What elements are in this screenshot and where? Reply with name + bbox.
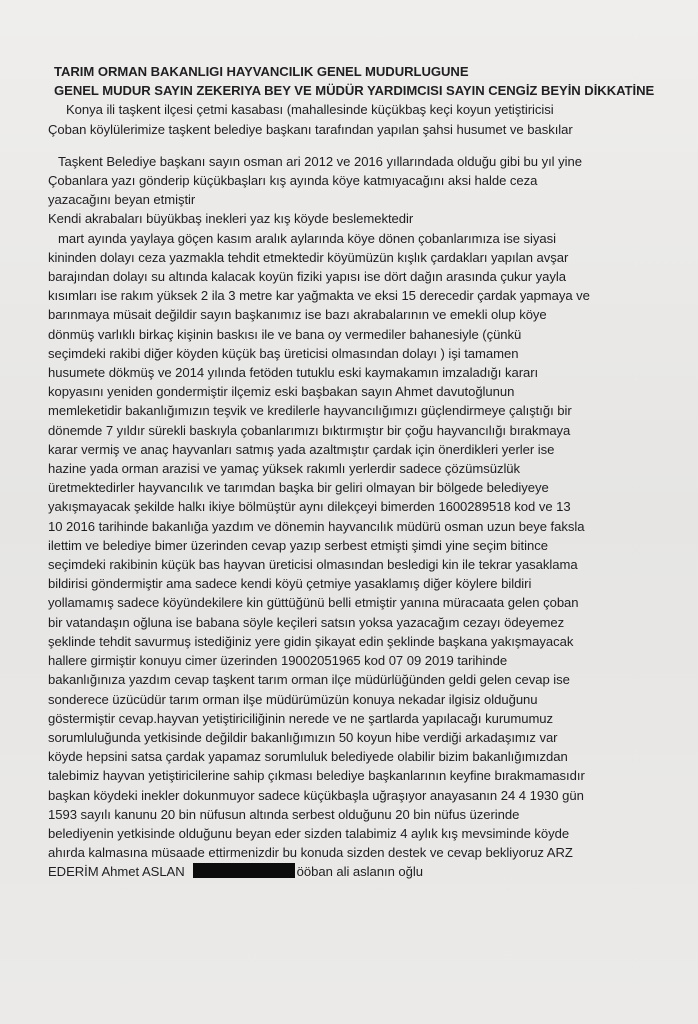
closing-suffix: ööban ali aslanın oğlu bbox=[296, 864, 423, 880]
body-line: sonderece üzücüdür tarım orman ilşe müdürümüzün konuya nekadar ilgisiz olduğunu bbox=[48, 691, 538, 707]
body-line: yakışmayacak şekilde halkı ikiye bölmüştür aynı dilekçeyi bimerden 1600289518 kod ve 13 bbox=[48, 499, 571, 515]
body-line: 1593 sayılı kanunu 20 bin nüfusun altında serbest olduğunu 20 bin nüfus üzerinde bbox=[48, 806, 520, 822]
body-line: Çobanlara yazı gönderip küçükbaşları kış ayında köye katmıyacağını aksi halde ceza bbox=[48, 173, 538, 189]
body-line: belediyenin yetkisinde olduğunu beyan eder sizden talabimiz 4 aylık kış mevsiminde köyde bbox=[48, 825, 570, 841]
body-line: memleketidir bakanlığımızın teşvik ve kredilerle hayvancılığımızı güçlendirmeye çalıştığı bir bbox=[48, 403, 572, 419]
letter-text bbox=[48, 62, 688, 882]
body-line: seçimdeki rakibinin küçük bas hayvan üreticisi olmasından besledigi kin ile tekrar yasaklama bbox=[48, 557, 578, 573]
body-line: yollamamış sadece köyündekilere kin güttüğünü belli etmiştir yanına müracaata gelen çoban bbox=[48, 595, 579, 611]
body-line: hazine yada orman arazisi ve yamaç yüksek rakımlı yerlerdir sadece çözümsüzlük bbox=[48, 461, 521, 477]
body-line: Kendi akrabaları büyükbaş inekleri yaz kış köyde beslemektedir bbox=[48, 211, 414, 227]
body-line: barınmaya müsait değildir sayın başkanımız ise bazı akrabalarının ve emekli olup köye bbox=[48, 307, 547, 323]
body-line: dönmüş varlıklı birkaç kişinin baskısı ile ve bana oy vermediler bahanesiyle (çünkü bbox=[48, 326, 522, 342]
body-line: kopyasını yeniden gondermiştir ilçemiz eski başbakan sayın Ahmet davutoğlunun bbox=[48, 384, 515, 400]
body-line: yazacağını beyan etmiştir bbox=[48, 192, 196, 208]
body-line: kininden dolayı ceza yazmakla tehdit etmektedir köyümüzün kışlık çardakları yapılan avşar bbox=[48, 249, 569, 265]
body-line: üretmektedirler hayvancılık ve tarımdan başka bir geliri olmayan bir bölgede belediyeye bbox=[48, 480, 549, 496]
body-line: ilettim ve belediye bimer üzerinden cevap yazıp serbest etmişti şimdi yine seçim bitince bbox=[48, 537, 548, 553]
body-line: Taşkent Belediye başkanı sayın osman ari 2012 ve 2016 yıllarındada olduğu gibi bu yıl yine bbox=[58, 153, 582, 169]
body-line: dönemde 7 yıldır sürekli baskıyla çobanlarımızı bıktırmıştır bir çoğu hayvancılığı bırakmaya bbox=[48, 422, 571, 438]
body-line: ahırda kalmasına müsaade ettirmenizdir bu konuda sizden destek ve cevap bekliyoruz ARZ bbox=[48, 845, 573, 861]
body-line: bir vatandaşın oğluna ise babana söyle keçileri satsın yoksa yazacağım cezayı ödeyemez bbox=[48, 614, 565, 630]
body-line: hallere girmiştir konuyu cimer üzerinden 19002051965 kod 07 09 2019 tarihinde bbox=[48, 653, 508, 669]
body-line: barajından dolayı su altında kalacak koyün fiziki yapısı ise dört dağın arasında çukur yayla bbox=[48, 269, 566, 285]
body-line: kısımları ise rakım yüksek 2 ila 3 metre kar yağmakta ve eksi 15 derecedir çardak yapmaya ve bbox=[48, 288, 590, 304]
header-line-1: TARIM ORMAN BAKANLIGI HAYVANCILIK GENEL MUDURLUGUNE bbox=[54, 64, 469, 79]
body-line: 10 2016 tarihinde bakanlığa yazdım ve dönemin hayvancılık müdürü osman uzun beye faksla bbox=[48, 518, 585, 534]
intro-line-1: Konya ili taşkent ilçesi çetmi kasabası (mahallesinde küçükbaş keçi koyun yetiştiricisi bbox=[66, 102, 554, 118]
body-line: göstermiştir cevap.hayvan yetiştiriciliğinin nerede ve ne şartlarda yapılacağı kurumumuz bbox=[48, 710, 554, 726]
body-line: talebimiz hayvan yetiştiricilerine sahip çıkması belediye başkanlarının keyfine bırakmamasıdır bbox=[48, 768, 585, 784]
body-line: bildirisi göndermiştir ama sadece kendi köyü çetmiye yasaklamış diğer köylere bildiri bbox=[48, 576, 532, 592]
body-line: şeklinde tehdit savurmuş istediğiniz yere gidin şikayat edin şeklinde başkana yakışmayacak bbox=[48, 633, 574, 649]
closing-line bbox=[48, 862, 688, 881]
body-line: bakanlığınıza yazdım cevap taşkent tarım orman ilçe müdürlüğünden geldi gelen cevap ise bbox=[48, 672, 570, 688]
body-line: husumete dökmüş ve 2014 yılında fetöden tutuklu eski kaymakamın imzaladığı kararı bbox=[48, 365, 539, 381]
body-line: mart ayında yaylaya göçen kasım aralık aylarında köye dönen çobanlarımıza ise siyasi bbox=[58, 230, 556, 246]
body-line: başkan köydeki inekler dokunmuyor sadece küçükbaşla uğraşıyor anayasanın 24 4 1930 gün bbox=[48, 787, 584, 803]
body-line: seçimdeki rakibi diğer köyden küçük baş üreticisi olmasından dolayı ) işi tamamen bbox=[48, 345, 519, 361]
intro-line-2: Çoban köylülerimize taşkent belediye başkanı tarafından yapılan şahsi husumet ve baskılar bbox=[48, 121, 573, 137]
body-line: köyde hepsini satsa çardak yapamaz sorumluluk belediyede olabilir bizim bakanlığımızdan bbox=[48, 749, 568, 765]
redaction-bar bbox=[193, 863, 295, 878]
closing-name: EDERİM Ahmet ASLAN bbox=[48, 864, 185, 880]
body-line: sorumluluğunda yetkisinde değildir bakanlığımızın 50 koyun hibe verdiği arkadaşımız var bbox=[48, 729, 558, 745]
body-line: karar vermiş ve anaç hayvanları satmış yada azaltmıştır çardak için önerdikleri yerler ise bbox=[48, 441, 555, 457]
header-line-2: GENEL MUDUR SAYIN ZEKERIYA BEY VE MÜDÜR YARDIMCISI SAYIN CENGİZ BEYİN DİKKATİNE bbox=[54, 83, 655, 99]
paragraph-gap bbox=[48, 139, 688, 152]
